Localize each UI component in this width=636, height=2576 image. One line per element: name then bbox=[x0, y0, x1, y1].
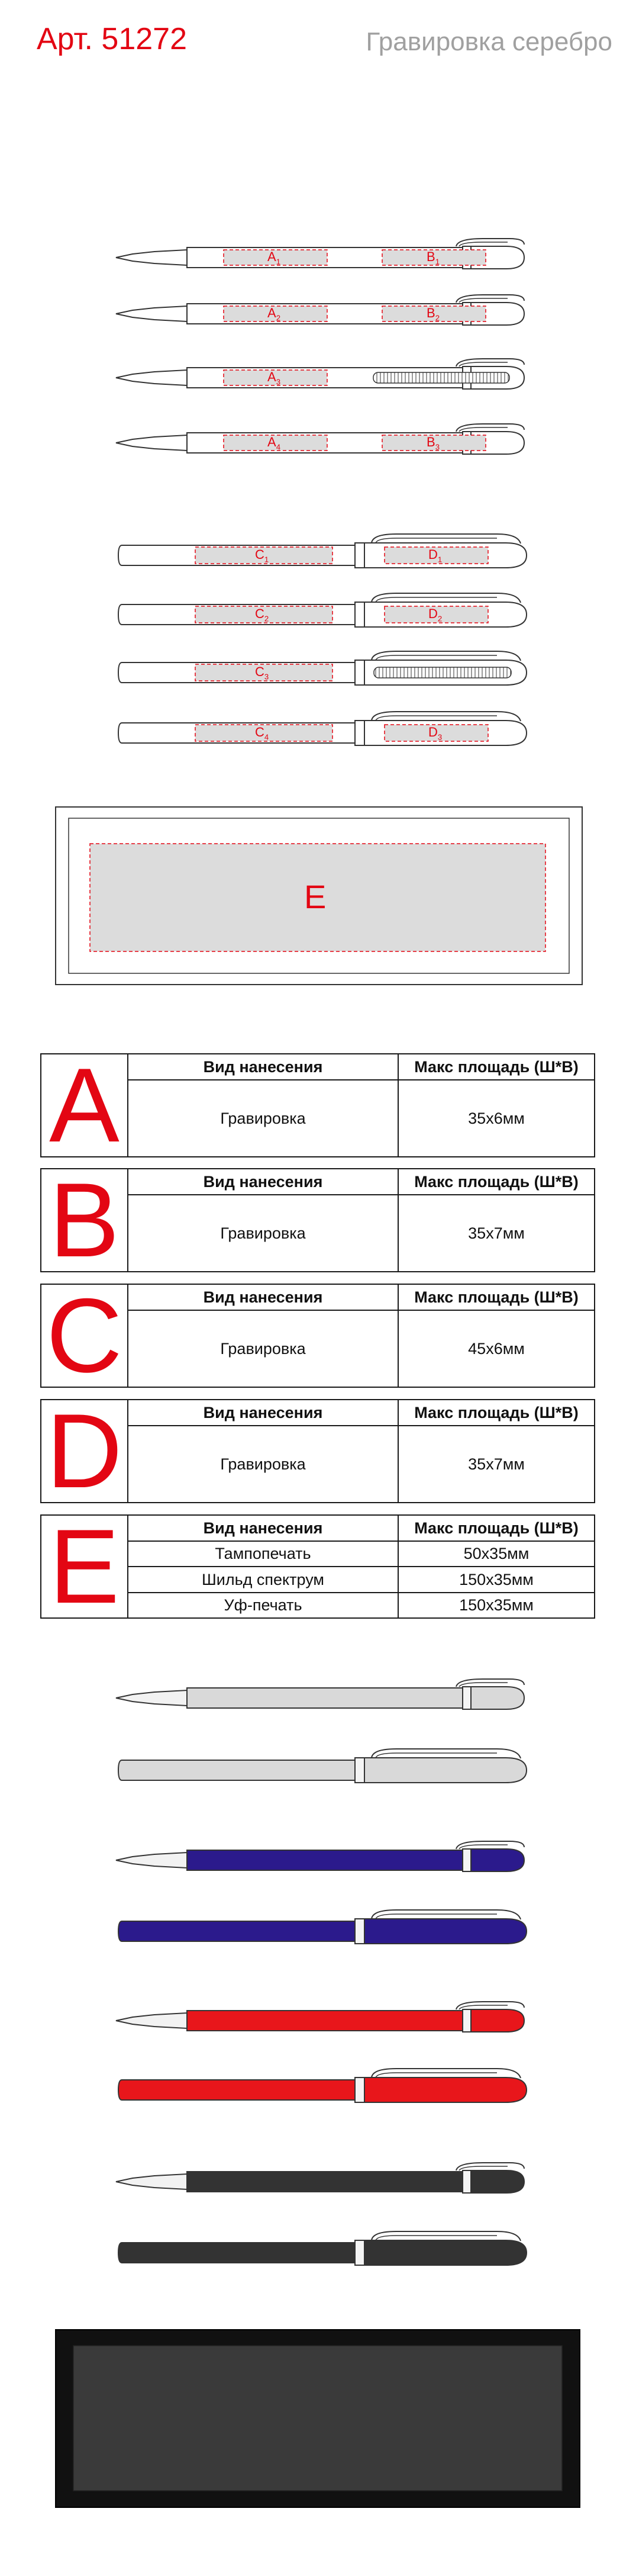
area-cell: 150х35мм bbox=[459, 1596, 534, 1614]
zone-c1-label: $C_1$ bbox=[255, 547, 269, 564]
ballpen-2 bbox=[116, 295, 524, 325]
area-cell: 35х7мм bbox=[468, 1455, 525, 1473]
area-cell: 50х35мм bbox=[398, 1541, 594, 1567]
zone-d1-label: $D_1$ bbox=[428, 547, 443, 564]
rollerpen-2 bbox=[118, 593, 527, 627]
zone-a3-label: $A_3$ bbox=[267, 369, 281, 387]
zone-c3-label: $C_3$ bbox=[255, 664, 269, 681]
ballpen-red bbox=[116, 2002, 524, 2032]
zone-b1-label: $B_1$ bbox=[427, 249, 440, 266]
spec-letter: A bbox=[41, 1054, 128, 1156]
method-title: Гравировка серебро bbox=[366, 27, 612, 56]
zone-d3-label: $D_3$ bbox=[428, 725, 443, 742]
spec-letter: E bbox=[41, 1516, 128, 1617]
col-method-header: Вид нанесения bbox=[128, 1169, 398, 1195]
zone-b2-label: $B_2$ bbox=[427, 305, 440, 323]
method-cell: Гравировка bbox=[128, 1080, 398, 1156]
zone-e-label: E bbox=[304, 878, 327, 915]
col-area-header: Макс площадь (Ш*В) bbox=[398, 1400, 594, 1426]
col-area-header: Макс площадь (Ш*В) bbox=[398, 1285, 594, 1310]
ballpen-3 bbox=[116, 359, 524, 389]
rollerpen-silver bbox=[118, 1749, 527, 1783]
spec-table-d bbox=[40, 1392, 595, 1510]
spec-letter: B bbox=[41, 1169, 128, 1271]
zone-a2-label: $A_2$ bbox=[267, 305, 281, 323]
rollerpen-red bbox=[118, 2069, 527, 2102]
col-area-header: Макс площадь (Ш*В) bbox=[398, 1516, 594, 1541]
col-method-header: Вид нанесения bbox=[128, 1054, 398, 1080]
ribbed-grip bbox=[373, 372, 509, 383]
zone-c2-label: $C_2$ bbox=[255, 606, 269, 623]
method-cell: Гравировка bbox=[128, 1310, 398, 1387]
ribbed-grip bbox=[374, 667, 511, 678]
method-cell: Гравировка bbox=[128, 1426, 398, 1502]
rollerpen-4 bbox=[118, 712, 527, 745]
col-method-header: Вид нанесения bbox=[128, 1516, 398, 1541]
ballpen-black bbox=[116, 2163, 524, 2193]
col-method-header: Вид нанесения bbox=[128, 1285, 398, 1310]
method-cell: Гравировка bbox=[128, 1195, 398, 1271]
article-number: Арт. 51272 bbox=[37, 22, 188, 56]
rollerpen-3 bbox=[118, 651, 527, 685]
area-cell: 35х6мм bbox=[468, 1109, 525, 1127]
rollerpen-blue bbox=[118, 1910, 527, 1944]
method-cell: Шильд спектрум bbox=[128, 1567, 398, 1592]
zone-d2-label: $D_2$ bbox=[428, 606, 443, 623]
spec-table-a bbox=[40, 1046, 595, 1164]
area-cell: 45х6мм bbox=[468, 1339, 525, 1358]
zone-a4-label: $A_4$ bbox=[267, 435, 281, 452]
zone-a1-label: $A_1$ bbox=[267, 249, 281, 266]
rollerpen-black bbox=[118, 2231, 527, 2265]
spec-table-e bbox=[40, 1507, 595, 1625]
spec-letter: C bbox=[41, 1285, 128, 1387]
zone-b3-label: $B_3$ bbox=[427, 435, 440, 452]
method-cell: Тампопечать bbox=[128, 1541, 398, 1567]
col-area-header: Макс площадь (Ш*В) bbox=[398, 1054, 594, 1080]
area-cell: 35х7мм bbox=[468, 1224, 525, 1242]
rollerpen-1 bbox=[118, 534, 527, 568]
spec-letter: D bbox=[41, 1400, 128, 1502]
col-method-header: Вид нанесения bbox=[128, 1400, 398, 1426]
ballpen-4 bbox=[116, 424, 524, 454]
area-cell: 150х35мм bbox=[398, 1567, 594, 1592]
col-area-header: Макс площадь (Ш*В) bbox=[398, 1169, 594, 1195]
spec-table-c bbox=[40, 1276, 595, 1394]
ballpen-1 bbox=[116, 239, 524, 269]
method-cell: Уф-печать bbox=[128, 1593, 398, 1617]
ballpen-silver bbox=[116, 1679, 524, 1709]
ballpen-blue bbox=[116, 1841, 524, 1871]
spec-table-b bbox=[40, 1161, 595, 1279]
black-gift-box bbox=[56, 2330, 580, 2507]
zone-c4-label: $C_4$ bbox=[255, 725, 269, 742]
